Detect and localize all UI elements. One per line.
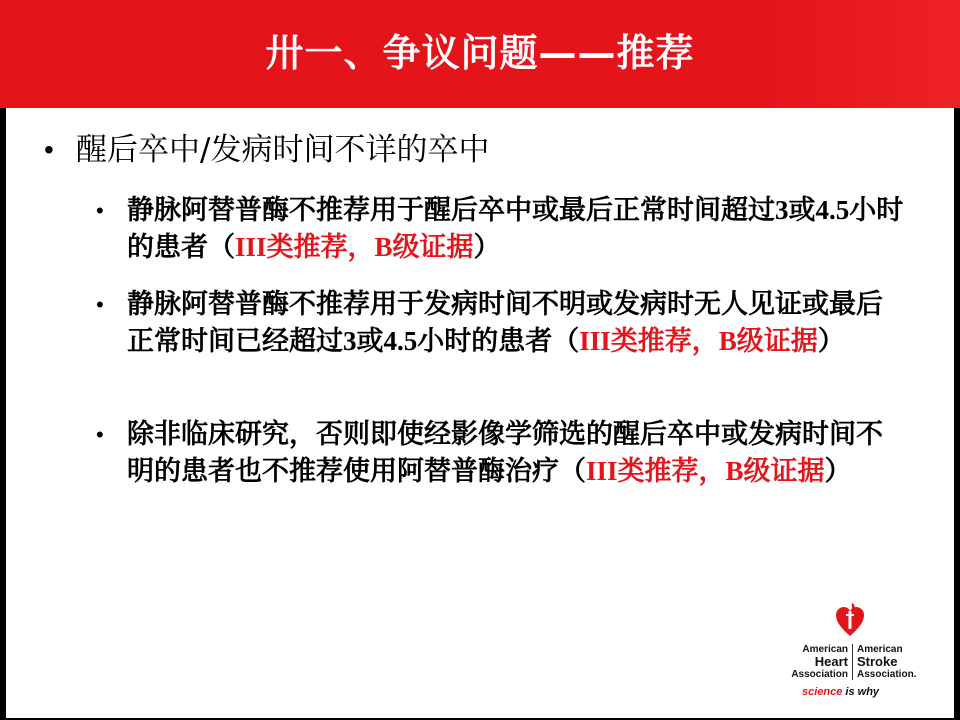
asa-line-2: Stroke — [857, 654, 898, 669]
bullet-dot-icon: • — [96, 198, 104, 223]
sub-bullet-body: 除非临床研究，否则即使经影像学筛选的醒后卒中或发病时间不明的患者也不推荐使用阿替普酶治疗（ — [127, 419, 883, 486]
sub-bullet-close: ） — [824, 456, 852, 486]
aha-wordmark — [776, 644, 848, 680]
sub-bullet-2 — [96, 286, 906, 360]
tagline-rest: is why — [842, 686, 880, 698]
main-bullet — [44, 128, 924, 172]
aha-asa-logo — [776, 598, 948, 708]
tagline-science: science — [802, 686, 843, 698]
bullet-dot-icon: • — [96, 422, 104, 447]
logo-divider — [852, 644, 853, 680]
sub-bullet-close: ） — [817, 326, 845, 356]
sub-bullet-3 — [96, 416, 906, 490]
recommendation-level: III类推荐，B级证据 — [579, 326, 818, 356]
sub-bullet-1 — [96, 192, 906, 266]
recommendation-level: III类推荐，B级证据 — [586, 456, 825, 486]
bullet-dot-icon: • — [44, 134, 54, 165]
slide-title: 卅一、争议问题——推荐 — [265, 31, 695, 75]
sub-bullet-close: ） — [473, 232, 501, 262]
main-bullet-text: 醒后卒中/发病时间不详的卒中 — [76, 132, 490, 168]
asa-wordmark — [857, 644, 947, 680]
recommendation-level: III类推荐，B级证据 — [235, 232, 474, 262]
sub-bullet-text — [127, 192, 906, 266]
title-bar — [0, 0, 960, 108]
sub-bullet-body: 静脉阿替普酶不推荐用于发病时间不明或发病时无人见证或最后正常时间已经超过3或4.5小时的患者（ — [127, 289, 883, 356]
sub-bullet-body: 静脉阿替普酶不推荐用于醒后卒中或最后正常时间超过3或4.5小时的患者（ — [127, 195, 904, 262]
aha-line-3: Association — [791, 669, 848, 680]
sub-bullet-text — [127, 416, 906, 490]
asa-line-3: Association. — [857, 669, 917, 680]
aha-line-2: Heart — [814, 654, 848, 669]
logo-tagline — [802, 686, 932, 698]
asa-line-1: American — [857, 644, 903, 655]
bullet-dot-icon: • — [96, 292, 104, 317]
aha-line-1: American — [802, 644, 848, 655]
sub-bullet-text — [127, 286, 906, 360]
heart-torch-icon — [835, 602, 865, 638]
